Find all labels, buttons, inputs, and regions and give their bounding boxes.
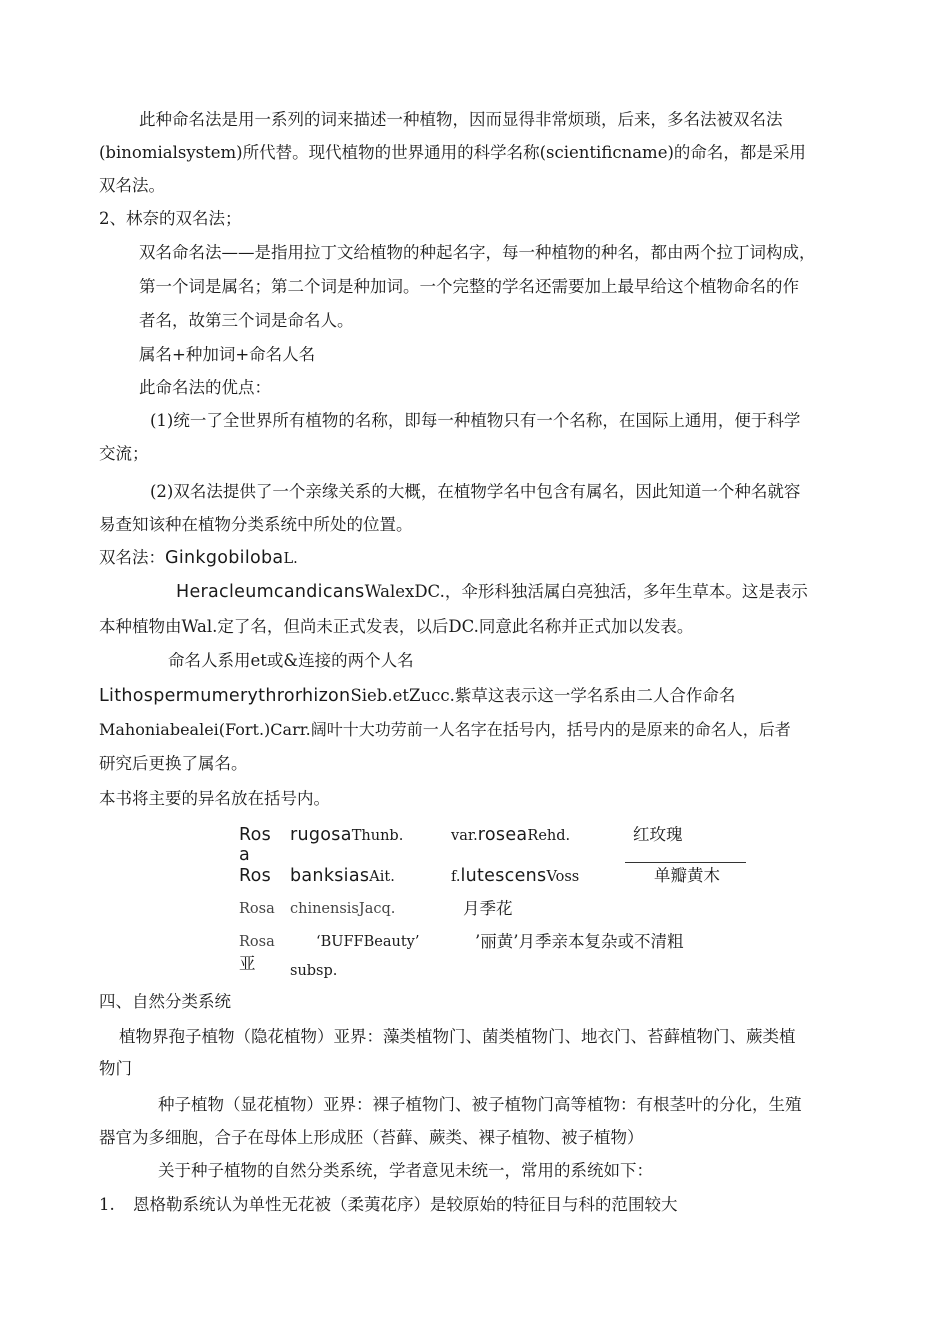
heracleum-scientific-name: Heracleumcandicans [176,582,365,602]
synonym-note: 本书将主要的异名放在括号内。 [99,789,330,808]
lithospermum-description: Sieb.etZucc.紫草这表示这一学名系由二人合作命名 [350,686,736,705]
rose-row3-species: chinensisJacq. [290,901,396,917]
section-4-heading: 四、自然分类系统 [99,992,231,1011]
definition-line1: 双名命名法——是指用拉丁文给植物的种起名字，每一种植物的种名，都由两个拉丁词构成， [139,243,816,262]
spore-plants-line2: 物门 [99,1059,132,1078]
rose-row2-genus: Ros [239,866,272,886]
rose-row2-epithet: banksias [290,866,370,886]
engler-system: 恩格勒系统认为单性无花被（柔荑花序）是较原始的特征目与科的范围较大 [133,1195,678,1214]
para1-line1: 此种命名法是用一系列的词来描述一种植物，因而显得非常烦琐，后来，多名法被双名法 [139,110,783,129]
rose-row1-author: Thunb. [351,828,404,844]
advantage-1-line1: (1)统一了全世界所有植物的名称，即每一种植物只有一个名称，在国际上通用，便于科学 [150,411,801,430]
table-rule [625,862,746,863]
section-2-heading: 2、林奈的双名法； [99,209,242,228]
mahonia-line1: Mahoniabealei(Fort.)Carr.阔叶十大功劳前一人名字在括号内，括号内的是原来的命名人，后者 [99,720,791,739]
advantage-2-line1: (2)双名法提供了一个亲缘关系的大概，在植物学名中包含有属名，因此知道一个种名就容 [150,482,801,501]
advantage-1-line2: 交流； [99,444,149,463]
et-note: 命名人系用et或&连接的两个人名 [168,651,414,670]
spore-plants-line1: 植物界孢子植物（隐花植物）亚界：藻类植物门、菌类植物门、地衣门、苔藓植物门、蕨类植 [119,1027,796,1046]
rose-row1-epithet: rugosa [290,825,352,845]
rose-row2-author: Ait. [369,869,395,885]
rose-row4-cultivar: ‘BUFFBeauty’ [316,934,420,950]
rose-row2-species [290,865,395,888]
seed-plants-line2: 器官为多细胞，合子在母体上形成胚（苔藓、蕨类、裸子植物、被子植物） [99,1128,644,1147]
rose-row1-chinese: 红玫瑰 [633,825,683,844]
heracleum-line2: 本种植物由Wal.定了名，但尚未正式发表，以后DC.同意此名称并正式加以发表。 [99,617,694,636]
rose-row3-chinese: 月季花 [463,899,513,918]
ginkgo-author: L. [283,551,298,567]
rose-row4-genus: Rosa [239,934,275,950]
rose-row1-species [290,824,403,847]
heracleum-example [176,581,808,603]
para1-line2: (binomialsystem)所代替。现代植物的世界通用的科学名称(scientificname)的命名，都是采用 [99,143,806,162]
heracleum-description: WalexDC.，伞形科独活属白亮独活，多年生草本。这是表示 [364,582,808,601]
rose-row5-rank: subsp. [290,963,338,979]
rose-row3-genus: Rosa [239,901,275,917]
rose-row2-infra-author: Voss [546,869,580,885]
rose-row2-infra [451,865,579,888]
ginkgo-example [99,547,298,570]
definition-line2: 第一个词是属名；第二个词是种加词。一个完整的学名还需要加上最早给这个植物命名的作 [139,277,799,296]
seed-plants-line1: 种子植物（显花植物）亚界：裸子植物门、被子植物门高等植物：有根茎叶的分化，生殖 [158,1095,802,1114]
lithospermum-example [99,685,735,707]
advantage-2-line2: 易查知该种在植物分类系统中所处的位置。 [99,515,413,534]
definition-line3: 者名，故第三个词是命名人。 [139,311,354,330]
rose-row5-label: 亚 [239,954,256,973]
rose-row1-genus-wrap: a [239,845,251,865]
rose-row1-rank: var. [451,828,478,844]
engler-number: 1. [99,1195,115,1214]
para1-line3: 双名法。 [99,176,165,195]
rose-row1-genus: Ros [239,825,272,845]
name-formula: 属名+种加词+命名人名 [139,345,316,364]
rose-row4-chinese: ’丽黄’月季亲本复杂或不清粗 [475,932,684,951]
mahonia-line2: 研究后更换了属名。 [99,754,248,773]
rose-row1-infra-name: rosea [477,825,528,845]
advantages-title: 此命名法的优点： [139,378,271,397]
systems-intro: 关于种子植物的自然分类系统，学者意见未统一，常用的系统如下： [158,1161,653,1180]
rose-row2-infra-name: lutescens [460,866,547,886]
rose-row2-rank: f. [451,869,461,885]
rose-row2-chinese: 单瓣黄木 [654,866,720,885]
ginkgo-scientific-name: Ginkgobiloba [165,548,284,568]
lithospermum-scientific-name: Lithospermumerythrorhizon [99,686,351,706]
rose-row1-infra [451,824,570,847]
ginkgo-label: 双名法： [99,548,165,567]
rose-row1-infra-author: Rehd. [527,828,571,844]
